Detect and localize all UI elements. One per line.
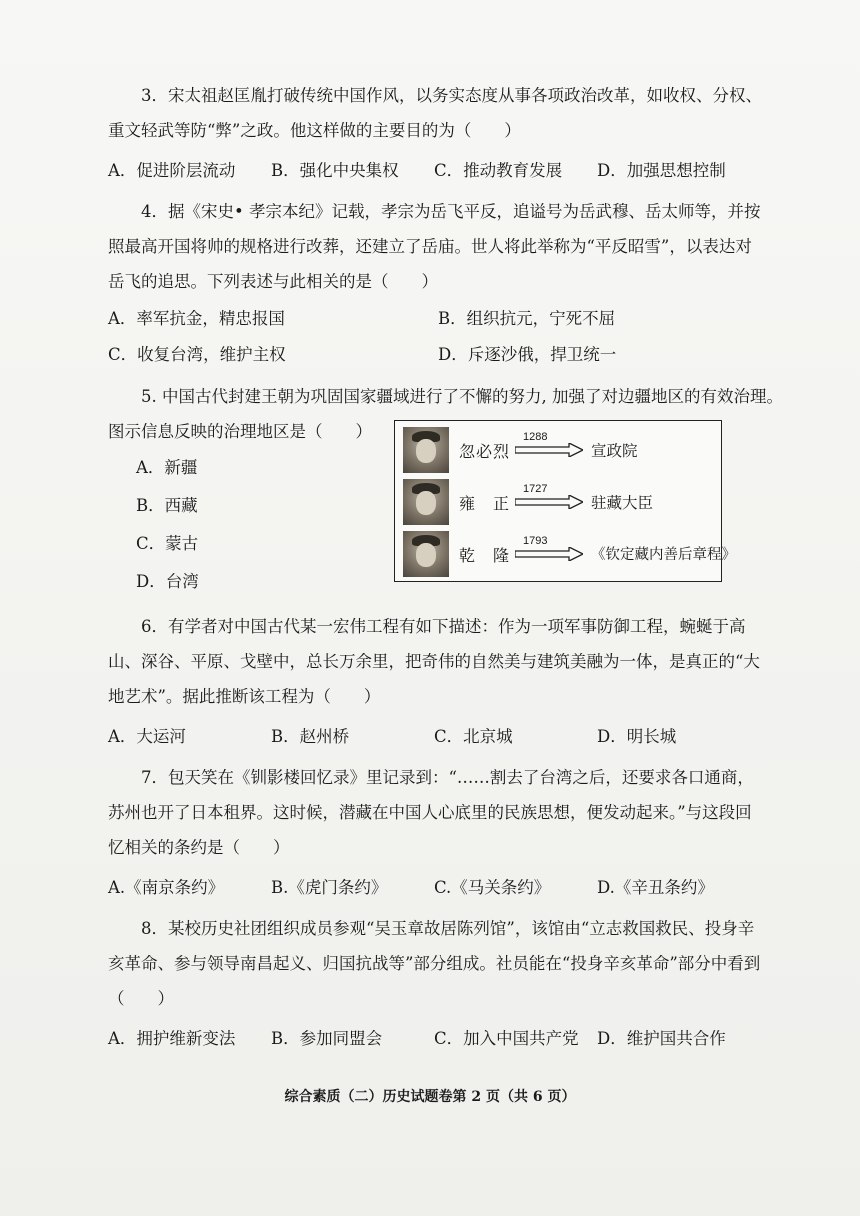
- question-stem: 8．某校历史社团组织成员参观“吴玉章故居陈列馆”，该馆由“立志救国救民、投身辛亥革命、参与领导南昌起义、归国抗战等”部分组成。社员能在“投身辛亥革命”部分中看到（ ）: [108, 919, 761, 1008]
- governance-result: 驻藏大臣: [591, 494, 654, 512]
- option-d: D．加强思想控制: [597, 161, 726, 180]
- option-a: A．新疆: [136, 458, 198, 477]
- emperor-name: 忽必烈: [459, 442, 511, 461]
- question-5-body: [108, 414, 768, 601]
- arrow-icon: [515, 547, 583, 561]
- page-footer: 综合素质（二）历史试题卷第 2 页（共 6 页）: [284, 1089, 576, 1105]
- question-8: [108, 911, 768, 1054]
- option-d: D．斥逐沙俄，捍卫统一: [438, 345, 617, 364]
- option-c: C．北京城: [434, 727, 513, 746]
- emperor-portrait: [403, 479, 449, 525]
- question-stem: 7．包天笑在《钏影楼回忆录》里记录到：“……割去了台湾之后，还要求各口通商，苏州也开了日本租界。这时候，潜藏在中国人心底里的民族思想，便发动起来。”与这段回忆相关的条约是（ ）: [108, 768, 754, 857]
- option-a: A．拥护维新变法: [108, 1029, 236, 1048]
- question-stem: 3．宋太祖赵匡胤打破传统中国作风，以务实态度从事各项政治改革，如收权、分权、重文轻武等防“弊”之政。他这样做的主要目的为（ ）: [108, 86, 762, 140]
- options-row: [108, 869, 768, 903]
- question-stem: 5. 中国古代封建王朝为巩固国家疆域进行了不懈的努力, 加强了对边疆地区的有效治理。: [141, 387, 783, 406]
- emperor-name: 乾 隆: [459, 546, 511, 565]
- question-stem: 4．据《宋史• 孝宗本纪》记载，孝宗为岳飞平反，追谥号为岳武穆、岳太师等，并按照最高开国将帅的规格进行改葬，还建立了岳庙。世人将此举称为“平反昭雪”，以表达对岳飞的追思。下列表述与此相关的是（ ）: [108, 202, 761, 291]
- figure-row: [395, 423, 721, 475]
- option-d: D．明长城: [597, 727, 677, 746]
- figure-row: [395, 527, 736, 579]
- year-label: 1727: [523, 483, 548, 495]
- options-row: [108, 1020, 768, 1054]
- governance-result: 宣政院: [591, 442, 638, 460]
- option-a: A.《南京条约》: [108, 878, 225, 897]
- governance-figure: [394, 420, 736, 582]
- options-row: [108, 152, 768, 186]
- question-4: [108, 194, 768, 371]
- option-a: A．大运河: [108, 727, 186, 746]
- option-b: B.《虎门条约》: [271, 878, 388, 897]
- year-label: 1288: [523, 431, 548, 443]
- option-b: B．强化中央集权: [271, 161, 399, 180]
- question-stem-line2: 图示信息反映的治理地区是（ ）: [108, 422, 372, 441]
- options-row: [108, 718, 768, 752]
- option-c: C．推动教育发展: [434, 161, 563, 180]
- question-7: [108, 760, 768, 903]
- option-c: C．收复台湾，维护主权: [108, 345, 286, 364]
- arrow-icon: [515, 495, 583, 509]
- option-b: B．赵州桥: [271, 727, 350, 746]
- option-d: D.《辛丑条约》: [597, 878, 714, 897]
- governance-result: 《钦定藏内善后章程》: [591, 547, 736, 563]
- options-row: [108, 335, 768, 371]
- arrow-icon: [515, 443, 583, 457]
- option-a: A．促进阶层流动: [108, 161, 236, 180]
- question-stem: 6．有学者对中国古代某一宏伟工程有如下描述：作为一项军事防御工程，蜿蜒于高山、深谷、平原、戈壁中，总长万余里，把奇伟的自然美与建筑美融为一体，是真正的“大地艺术”。据此推断该工程为（ ）: [108, 617, 760, 706]
- option-a: A．率军抗金，精忠报国: [108, 309, 285, 328]
- question-3: [108, 78, 768, 186]
- question-list: [108, 78, 783, 1062]
- emperor-portrait: [403, 427, 449, 473]
- year-label: 1793: [523, 535, 548, 547]
- option-c: C．蒙古: [136, 534, 199, 553]
- options-row: [108, 299, 768, 335]
- emperor-name: 雍 正: [459, 494, 511, 513]
- figure-row: [395, 475, 721, 527]
- option-d: D．维护国共合作: [597, 1029, 726, 1048]
- question-6: [108, 609, 768, 752]
- emperor-portrait: [403, 531, 449, 577]
- option-b: B．参加同盟会: [271, 1029, 383, 1048]
- option-b: B．组织抗元，宁死不屈: [438, 309, 616, 328]
- question-5: [108, 379, 783, 601]
- option-b: B．西藏: [136, 496, 198, 515]
- option-c: C．加入中国共产党: [434, 1029, 579, 1048]
- question-5-left: [108, 414, 388, 601]
- option-d: D．台湾: [136, 572, 199, 591]
- option-c: C.《马关条约》: [434, 878, 551, 897]
